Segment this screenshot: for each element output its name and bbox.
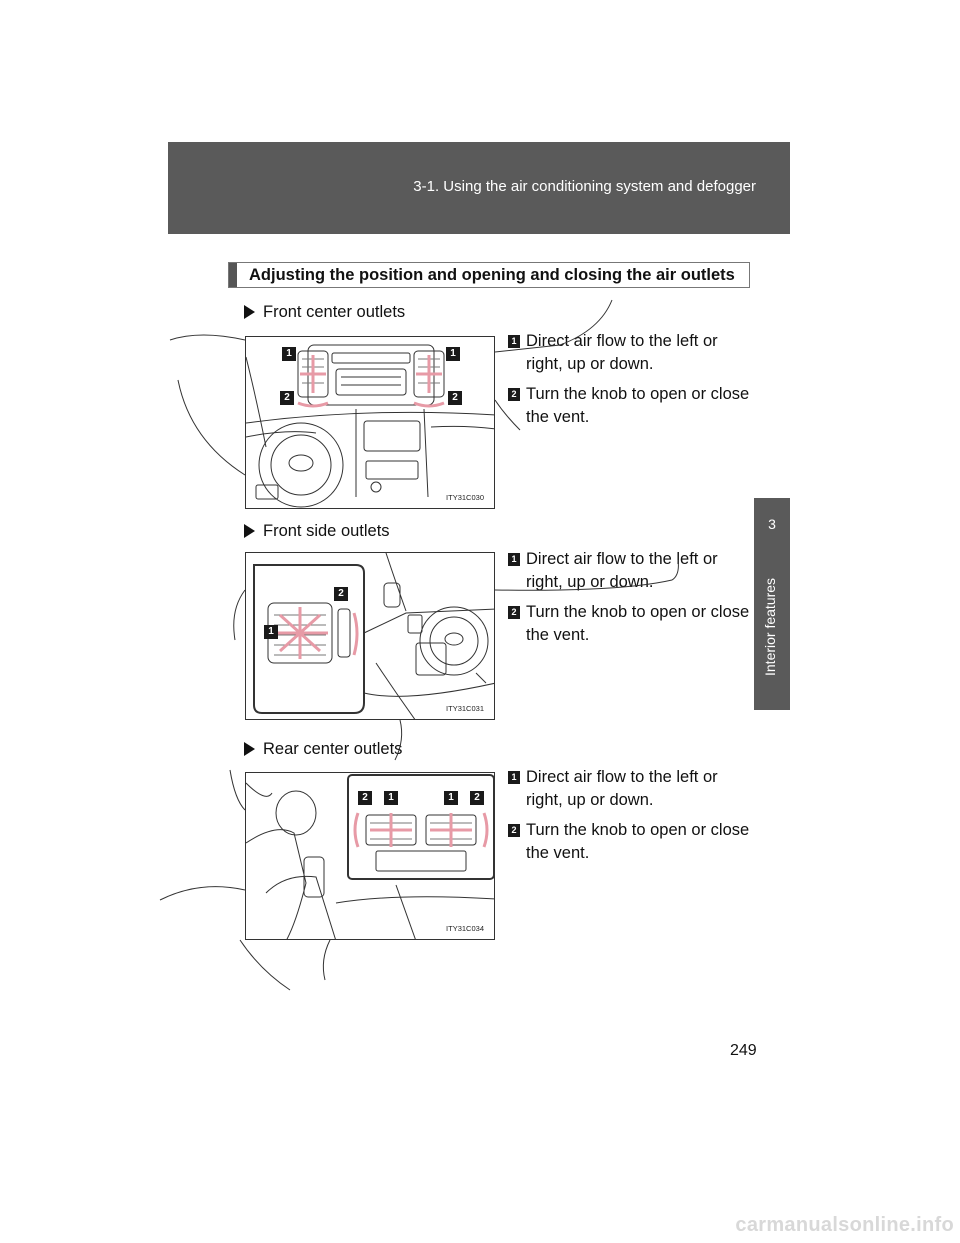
number-badge: 1	[508, 335, 520, 348]
chapter-number: 3	[768, 516, 776, 532]
chapter-side-tab[interactable]	[754, 498, 790, 710]
desc-item: 2 Turn the knob to open or close the vent.	[508, 601, 758, 647]
number-badge: 2	[508, 824, 520, 837]
desc-item: 1 Direct air flow to the left or right, up or down.	[508, 548, 758, 594]
number-badge: 1	[508, 771, 520, 784]
desc-front-side	[508, 548, 758, 654]
desc-item: 1 Direct air flow to the left or right, up or down.	[508, 330, 758, 376]
figure-badge-1-right: 1	[444, 791, 458, 805]
figure-badge-1-left: 1	[384, 791, 398, 805]
number-badge: 1	[508, 553, 520, 566]
figure-badge-2-left: 2	[280, 391, 294, 405]
figure-badge-2-left: 2	[358, 791, 372, 805]
figure-front-center	[245, 336, 495, 509]
subhead-front-side: Front side outlets	[244, 522, 390, 541]
figure-badge-2: 2	[334, 587, 348, 601]
desc-item: 1 Direct air flow to the left or right, up or down.	[508, 766, 758, 812]
front-side-illustration	[246, 553, 495, 720]
section-heading-text: Adjusting the position and opening and closing the air outlets	[249, 265, 735, 284]
triangle-bullet-icon	[244, 524, 255, 538]
desc-rear-center	[508, 766, 758, 872]
front-center-illustration	[246, 337, 495, 509]
figure-code: ITY31C031	[446, 704, 484, 713]
subhead-rear-center: Rear center outlets	[244, 740, 402, 759]
triangle-bullet-icon	[244, 742, 255, 756]
chapter-section-title: 3-1. Using the air conditioning system and defogger	[413, 178, 756, 195]
figure-badge-2-right: 2	[470, 791, 484, 805]
chapter-label: Interior features	[762, 577, 778, 676]
desc-item: 2 Turn the knob to open or close the vent.	[508, 383, 758, 429]
page-number: 249	[730, 1042, 757, 1059]
figure-badge-1-left: 1	[282, 347, 296, 361]
heading-bar	[229, 263, 237, 287]
watermark[interactable]: carmanualsonline.info	[735, 1214, 954, 1236]
chapter-header-band	[168, 142, 790, 234]
number-badge: 2	[508, 606, 520, 619]
number-badge: 2	[508, 388, 520, 401]
section-heading	[228, 262, 750, 288]
figure-code: ITY31C034	[446, 924, 484, 933]
figure-code: ITY31C030	[446, 493, 484, 502]
figure-badge-1-right: 1	[446, 347, 460, 361]
desc-item: 2 Turn the knob to open or close the vent.	[508, 819, 758, 865]
figure-rear-center	[245, 772, 495, 940]
subhead-front-center: Front center outlets	[244, 303, 405, 322]
desc-front-center	[508, 330, 758, 436]
figure-badge-1: 1	[264, 625, 278, 639]
figure-badge-2-right: 2	[448, 391, 462, 405]
triangle-bullet-icon	[244, 305, 255, 319]
figure-front-side	[245, 552, 495, 720]
